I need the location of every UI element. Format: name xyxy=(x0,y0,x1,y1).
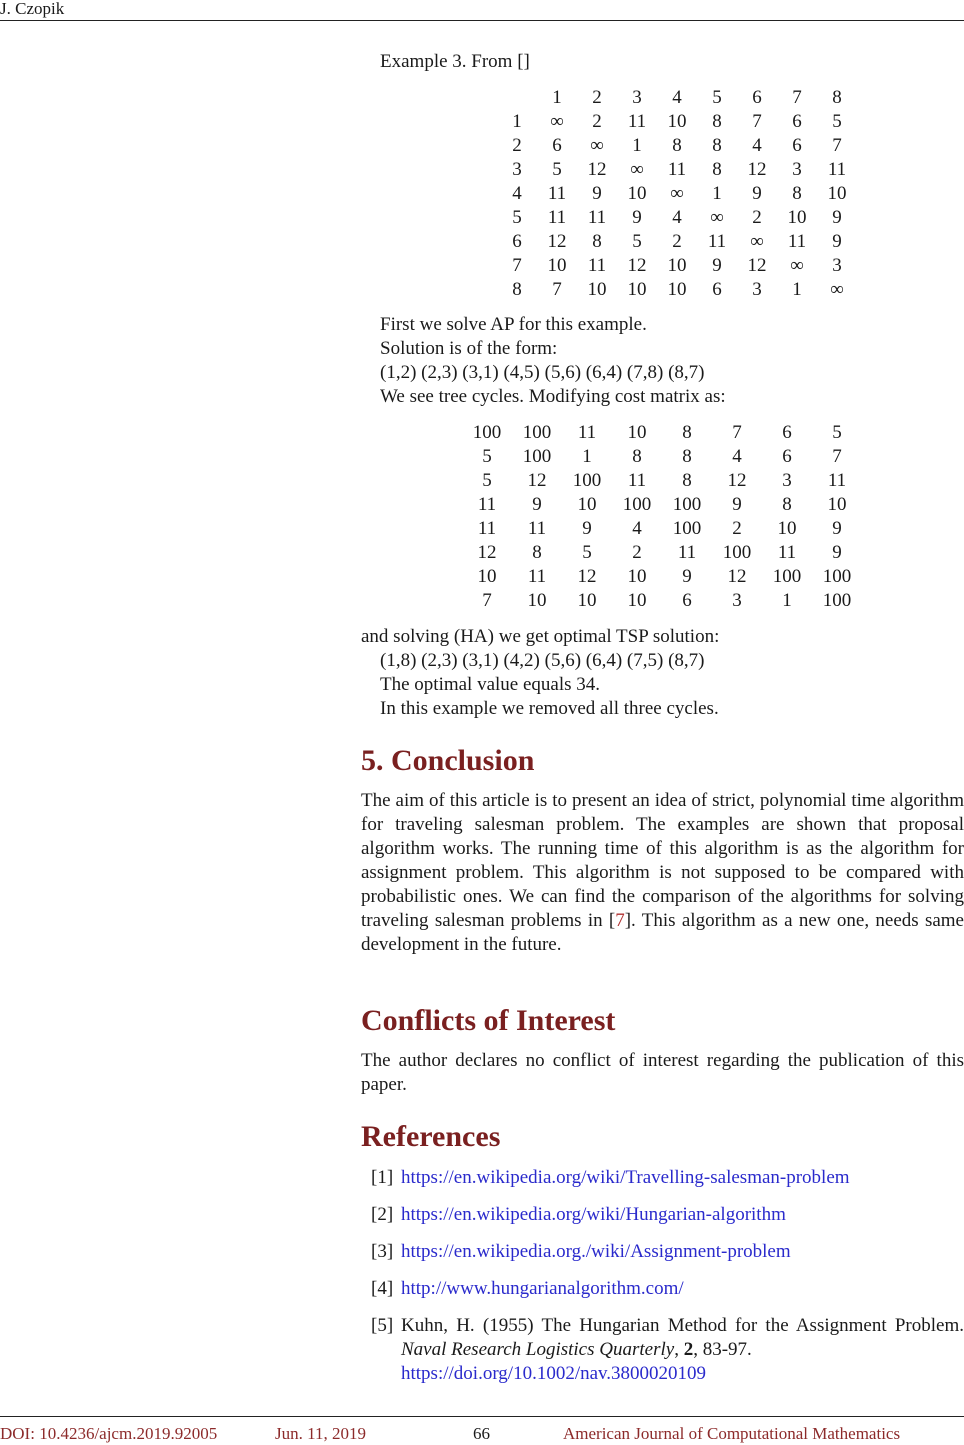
matrix1-cell: 7 xyxy=(512,255,522,276)
matrix1-cell: 3 xyxy=(512,159,522,180)
matrix1-cell: 2 xyxy=(672,231,682,252)
matrix1-cell: 12 xyxy=(627,255,647,276)
matrix1-column-header: 4 xyxy=(672,87,682,108)
matrix2-cell: 9 xyxy=(732,494,742,515)
matrix1-column-header: 7 xyxy=(792,87,802,108)
matrix2-cell: 10 xyxy=(827,494,847,515)
matrix2-cell: 11 xyxy=(527,566,547,587)
matrix2-cell: 100 xyxy=(472,422,502,443)
matrix1-cell: ∞ xyxy=(830,279,844,300)
footer-journal: American Journal of Computational Mathematics xyxy=(563,1424,901,1443)
matrix2-cell: 12 xyxy=(577,566,597,587)
matrix2-cell: 7 xyxy=(482,590,492,611)
matrix1-cell: 3 xyxy=(752,279,762,300)
references-title: References xyxy=(361,1120,501,1153)
matrix1-row xyxy=(497,278,857,302)
matrix1-cell: ∞ xyxy=(550,111,564,132)
matrix2-cell: 1 xyxy=(782,590,792,611)
matrix2-cell: 11 xyxy=(777,542,797,563)
ap-solution-line: (1,2) (2,3) (3,1) (4,5) (5,6) (6,4) (7,8) (8,7) xyxy=(380,362,705,383)
reference-item-kuhn xyxy=(361,1314,964,1386)
matrix1-cell: 1 xyxy=(712,183,722,204)
matrix1-cell: ∞ xyxy=(630,159,644,180)
reference-doi-link[interactable]: https://doi.org/10.1002/nav.3800020109 xyxy=(401,1363,707,1384)
matrix1-cell: 9 xyxy=(632,207,642,228)
matrix1-cell: 6 xyxy=(792,135,802,156)
solving-ha-line: and solving (HA) we get optimal TSP solution: xyxy=(361,626,720,647)
matrix2-cell: 7 xyxy=(832,446,842,467)
matrix1-cell: 10 xyxy=(627,279,647,300)
reference-number: [1] xyxy=(371,1167,394,1188)
matrix1-cell: 1 xyxy=(512,111,522,132)
reference-link[interactable]: https://en.wikipedia.org/wiki/Travelling-salesman-problem xyxy=(401,1167,850,1188)
matrix2-cell: 11 xyxy=(527,518,547,539)
matrix2-cell: 8 xyxy=(782,494,792,515)
reference-link[interactable]: https://en.wikipedia.org/wiki/Hungarian-algorithm xyxy=(401,1204,786,1225)
matrix2-cell: 100 xyxy=(622,494,652,515)
matrix1-cell: 12 xyxy=(587,159,607,180)
solution-form-line: Solution is of the form: xyxy=(380,338,558,359)
matrix1-column-header xyxy=(497,86,537,110)
matrix1-cell: 10 xyxy=(587,279,607,300)
matrix2-cell: 8 xyxy=(532,542,542,563)
matrix1-row xyxy=(497,182,857,206)
matrix1-column-header: 6 xyxy=(752,87,762,108)
reference-number: [2] xyxy=(371,1204,394,1225)
reference-link[interactable]: https://en.wikipedia.org./wiki/Assignment-problem xyxy=(401,1241,791,1262)
removed-cycles-line: In this example we removed all three cycles. xyxy=(380,698,719,719)
matrix2-cell: 12 xyxy=(727,566,747,587)
reference-separator: , xyxy=(674,1339,684,1360)
matrix1-cell: 10 xyxy=(667,279,687,300)
cost-matrix-original xyxy=(497,86,857,302)
matrix1-cell: 8 xyxy=(712,159,722,180)
matrix2-row xyxy=(462,541,862,565)
matrix1-cell: 6 xyxy=(552,135,562,156)
matrix2-cell: 10 xyxy=(527,590,547,611)
matrix2-cell: 10 xyxy=(627,566,647,587)
matrix2-cell: 100 xyxy=(572,470,602,491)
matrix2-cell: 100 xyxy=(822,590,852,611)
conclusion-text-a: The aim of this article is to present an idea of strict, polynomial time algorithm for traveling salesman problem. The examples are shown that proposal algorithm works. The running time of this algorithm is as the algorithm for assignment problem. This algorithm is not supposed to be compared with probabilistic ones. We can find the comparison of the algorithms for solving traveling salesman problems in [ xyxy=(361,790,964,931)
matrix1-cell: 2 xyxy=(592,111,602,132)
matrix1-cell: 11 xyxy=(587,255,607,276)
matrix2-row xyxy=(462,469,862,493)
matrix1-cell: 5 xyxy=(832,111,842,132)
footer-page-number: 66 xyxy=(473,1424,490,1443)
matrix1-cell: 8 xyxy=(792,183,802,204)
matrix2-row xyxy=(462,493,862,517)
matrix2-cell: 6 xyxy=(682,590,692,611)
matrix1-row xyxy=(497,110,857,134)
matrix1-cell: 8 xyxy=(592,231,602,252)
matrix1-cell: ∞ xyxy=(790,255,804,276)
matrix2-cell: 11 xyxy=(477,494,497,515)
matrix1-cell: 4 xyxy=(512,183,522,204)
matrix2-cell: 100 xyxy=(672,518,702,539)
matrix2-cell: 12 xyxy=(727,470,747,491)
footer-rule xyxy=(0,1416,964,1417)
matrix2-cell: 8 xyxy=(682,470,692,491)
matrix2-cell: 11 xyxy=(627,470,647,491)
conclusion-title: 5. Conclusion xyxy=(361,744,535,777)
matrix1-cell: 9 xyxy=(832,207,842,228)
reference-link[interactable]: http://www.hungarianalgorithm.com/ xyxy=(401,1278,684,1299)
matrix2-cell: 9 xyxy=(582,518,592,539)
matrix1-cell: 10 xyxy=(667,255,687,276)
matrix2-cell: 8 xyxy=(682,446,692,467)
matrix2-cell: 10 xyxy=(577,590,597,611)
matrix1-cell: 8 xyxy=(712,111,722,132)
matrix1-column-header: 5 xyxy=(712,87,722,108)
matrix2-cell: 4 xyxy=(632,518,642,539)
matrix2-cell: 8 xyxy=(632,446,642,467)
matrix1-cell: 8 xyxy=(672,135,682,156)
matrix2-cell: 3 xyxy=(732,590,742,611)
matrix1-cell: 12 xyxy=(747,159,767,180)
ap-solve-line: First we solve AP for this example. xyxy=(380,314,647,335)
matrix1-cell: 9 xyxy=(832,231,842,252)
matrix2-cell: 5 xyxy=(482,446,492,467)
matrix1-cell: 5 xyxy=(632,231,642,252)
matrix1-column-header: 2 xyxy=(592,87,602,108)
matrix1-cell: 9 xyxy=(752,183,762,204)
reference-number: [4] xyxy=(371,1278,394,1299)
header-rule xyxy=(0,20,964,21)
matrix1-cell: ∞ xyxy=(670,183,684,204)
matrix2-cell: 10 xyxy=(627,590,647,611)
matrix2-cell: 4 xyxy=(732,446,742,467)
matrix2-cell: 9 xyxy=(682,566,692,587)
matrix1-cell: 2 xyxy=(752,207,762,228)
running-head-author: J. Czopik xyxy=(0,0,65,18)
matrix1-cell: 6 xyxy=(792,111,802,132)
matrix2-cell: 5 xyxy=(482,470,492,491)
matrix2-cell: 1 xyxy=(582,446,592,467)
matrix1-cell: 7 xyxy=(752,111,762,132)
matrix1-cell: 4 xyxy=(752,135,762,156)
matrix2-row xyxy=(462,421,862,445)
matrix2-cell: 12 xyxy=(477,542,497,563)
matrix2-cell: 11 xyxy=(827,470,847,491)
example-lines-1 xyxy=(380,313,726,409)
matrix2-cell: 10 xyxy=(477,566,497,587)
conflicts-title: Conflicts of Interest xyxy=(361,1004,616,1037)
matrix2-row xyxy=(462,445,862,469)
reference-text: Kuhn, H. (1955) The Hungarian Method for the Assignment Problem. xyxy=(401,1315,964,1336)
matrix1-cell: 12 xyxy=(547,231,567,252)
matrix2-cell: 11 xyxy=(577,422,597,443)
matrix1-cell: 10 xyxy=(627,183,647,204)
matrix2-cell: 100 xyxy=(522,446,552,467)
matrix1-cell: 3 xyxy=(792,159,802,180)
matrix1-row xyxy=(497,254,857,278)
matrix2-cell: 6 xyxy=(782,446,792,467)
reference-item xyxy=(361,1240,964,1264)
reference-journal: Naval Research Logistics Quarterly xyxy=(401,1339,675,1360)
reference-pages: , 83-97. xyxy=(693,1339,752,1360)
reference-number: [3] xyxy=(371,1241,394,1262)
matrix2-cell: 2 xyxy=(732,518,742,539)
matrix1-cell: 10 xyxy=(667,111,687,132)
matrix2-cell: 2 xyxy=(632,542,642,563)
matrix1-row xyxy=(497,230,857,254)
matrix2-cell: 9 xyxy=(832,518,842,539)
matrix1-cell: ∞ xyxy=(750,231,764,252)
reference-item xyxy=(361,1277,964,1301)
conclusion-text-b: ]. This algorithm as a new one, needs same development in the future. xyxy=(361,910,964,955)
matrix2-cell: 5 xyxy=(582,542,592,563)
footer-doi[interactable]: DOI: 10.4236/ajcm.2019.92005 xyxy=(0,1424,218,1443)
matrix1-cell: 8 xyxy=(712,135,722,156)
matrix1-cell: 6 xyxy=(512,231,522,252)
conflicts-paragraph: The author declares no conflict of interest regarding the publication of this paper. xyxy=(361,1050,964,1095)
matrix2-cell: 100 xyxy=(672,494,702,515)
matrix1-cell: 11 xyxy=(707,231,727,252)
optimal-value-line: The optimal value equals 34. xyxy=(380,674,601,695)
matrix2-cell: 10 xyxy=(777,518,797,539)
matrix1-column-header: 3 xyxy=(632,87,642,108)
reference-volume: 2 xyxy=(683,1339,694,1360)
reference-item xyxy=(361,1203,964,1227)
matrix2-cell: 9 xyxy=(532,494,542,515)
matrix1-cell: 11 xyxy=(587,207,607,228)
conclusion-paragraph xyxy=(361,789,964,957)
matrix1-row xyxy=(497,134,857,158)
matrix1-cell: 8 xyxy=(512,279,522,300)
matrix1-cell: 10 xyxy=(787,207,807,228)
matrix1-row xyxy=(497,158,857,182)
matrix1-header-row xyxy=(497,86,857,110)
example-heading: Example 3. From [] xyxy=(380,51,530,72)
matrix1-cell: 12 xyxy=(747,255,767,276)
matrix1-cell: 11 xyxy=(787,231,807,252)
matrix2-cell: 8 xyxy=(682,422,692,443)
matrix1-cell: 7 xyxy=(552,279,562,300)
matrix1-cell: 11 xyxy=(667,159,687,180)
matrix2-cell: 7 xyxy=(732,422,742,443)
matrix2-cell: 9 xyxy=(832,542,842,563)
example-lines-2 xyxy=(380,649,719,721)
matrix1-cell: 5 xyxy=(552,159,562,180)
matrix2-cell: 100 xyxy=(772,566,802,587)
matrix1-cell: 4 xyxy=(672,207,682,228)
matrix1-cell: 9 xyxy=(712,255,722,276)
matrix1-cell: ∞ xyxy=(590,135,604,156)
matrix2-cell: 100 xyxy=(822,566,852,587)
matrix1-cell: 10 xyxy=(547,255,567,276)
matrix2-row xyxy=(462,565,862,589)
matrix2-cell: 10 xyxy=(577,494,597,515)
tsp-solution-line: (1,8) (2,3) (3,1) (4,2) (5,6) (6,4) (7,5) (8,7) xyxy=(380,650,705,671)
matrix1-cell: 2 xyxy=(512,135,522,156)
matrix1-cell: 11 xyxy=(547,207,567,228)
matrix1-cell: 3 xyxy=(832,255,842,276)
matrix2-cell: 11 xyxy=(477,518,497,539)
cost-matrix-modified xyxy=(462,421,862,613)
matrix1-column-header: 8 xyxy=(832,87,842,108)
matrix2-cell: 100 xyxy=(722,542,752,563)
matrix2-cell: 5 xyxy=(832,422,842,443)
citation-link[interactable]: 7 xyxy=(615,910,625,931)
matrix1-column-header: 1 xyxy=(552,87,562,108)
reference-item xyxy=(361,1166,964,1190)
matrix1-cell: ∞ xyxy=(710,207,724,228)
matrix2-cell: 100 xyxy=(522,422,552,443)
cycles-line: We see tree cycles. Modifying cost matrix as: xyxy=(380,386,726,407)
matrix1-cell: 5 xyxy=(512,207,522,228)
matrix1-cell: 1 xyxy=(792,279,802,300)
matrix1-cell: 11 xyxy=(627,111,647,132)
matrix2-row xyxy=(462,589,862,613)
matrix1-cell: 6 xyxy=(712,279,722,300)
matrix1-cell: 9 xyxy=(592,183,602,204)
matrix1-cell: 11 xyxy=(827,159,847,180)
matrix2-cell: 12 xyxy=(527,470,547,491)
matrix2-cell: 6 xyxy=(782,422,792,443)
matrix1-row xyxy=(497,206,857,230)
matrix2-cell: 3 xyxy=(782,470,792,491)
reference-number: [5] xyxy=(371,1315,394,1336)
matrix1-cell: 7 xyxy=(832,135,842,156)
matrix2-row xyxy=(462,517,862,541)
matrix1-cell: 10 xyxy=(827,183,847,204)
matrix2-cell: 10 xyxy=(627,422,647,443)
footer-date: Jun. 11, 2019 xyxy=(275,1424,366,1443)
matrix2-cell: 11 xyxy=(677,542,697,563)
matrix1-cell: 11 xyxy=(547,183,567,204)
matrix1-cell: 1 xyxy=(632,135,642,156)
